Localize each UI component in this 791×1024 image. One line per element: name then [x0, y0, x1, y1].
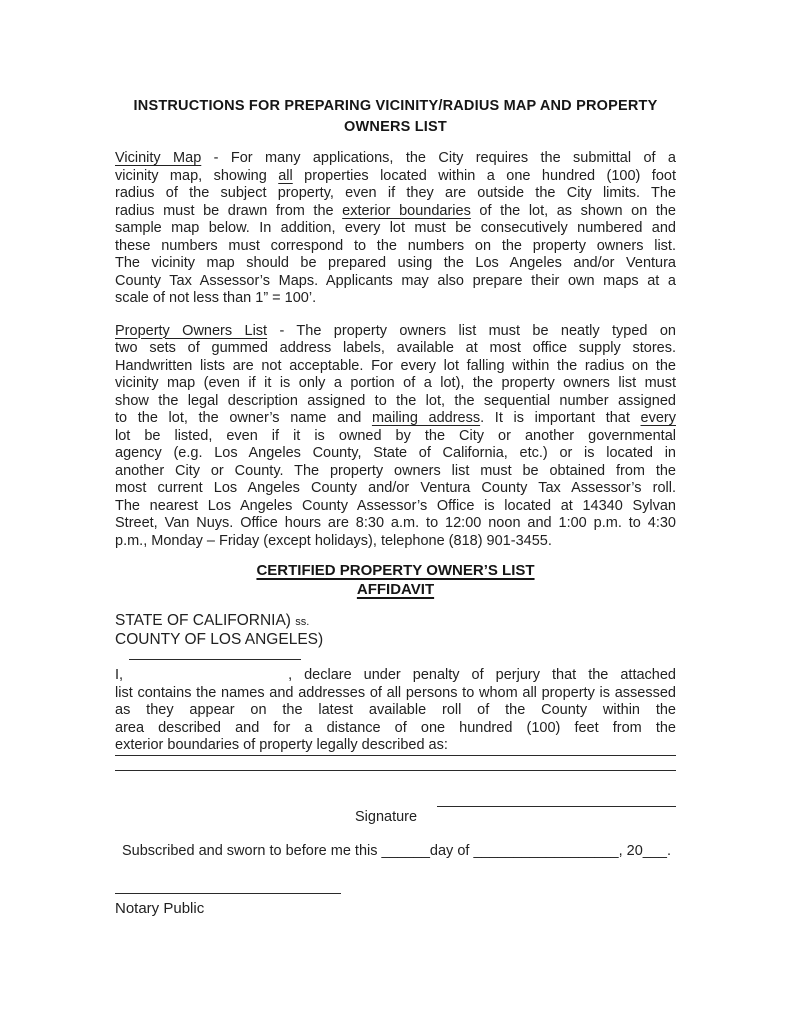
legal-description-line-2[interactable] — [115, 770, 676, 771]
text-line — [115, 498, 676, 516]
text-segment: Property Owners List — [115, 322, 268, 339]
text-segment: most current Los Angeles County and/or Ventura County Tax Assessor’s roll. — [115, 480, 676, 496]
notary-signature-line[interactable] — [115, 893, 341, 894]
text-segment: every — [640, 410, 676, 426]
text-segment: lot be listed, even if it is owned by the City or another governmental — [115, 427, 676, 444]
text-segment: all — [278, 167, 293, 184]
venue-block — [115, 612, 676, 649]
signature-line[interactable] — [437, 806, 676, 808]
text-line — [115, 358, 676, 376]
document-title-line1: INSTRUCTIONS FOR PREPARING VICINITY/RADIUS MAP AND PROPERTY — [133, 98, 658, 114]
text-line — [115, 255, 676, 273]
text-segment: , declare under penalty of perjury that the attached — [288, 667, 676, 683]
document-title-line2: OWNERS LIST — [344, 119, 447, 135]
text-line — [115, 323, 676, 341]
declarant-name-blank[interactable] — [123, 670, 288, 685]
text-segment: radius must be drawn from the — [115, 202, 343, 219]
text-segment: sample map below. In addition, every lot must be consecutively numbered and — [115, 220, 676, 236]
county-line — [115, 631, 676, 649]
text-line — [115, 428, 676, 446]
text-line — [115, 340, 676, 358]
affidavit-declaration-paragraph — [115, 667, 676, 756]
document-title — [115, 96, 676, 138]
text-segment: scale of not less than 1” = 100’. — [115, 290, 317, 306]
text-line — [115, 410, 676, 428]
text-segment: area described and for a distance of one hundred (100) feet from the — [115, 719, 676, 736]
text-line — [115, 238, 676, 256]
text-segment: The nearest Los Angeles County Assessor’s Office is located at 14340 Sylvan — [115, 497, 676, 514]
affidavit-heading — [115, 561, 676, 599]
text-segment: ss. — [295, 616, 310, 628]
subscribed-sworn-line — [122, 843, 676, 861]
text-segment: of the lot, as shown on the — [470, 202, 676, 219]
text-segment: vicinity map (even if it is only a portion of a lot), the property owners list must — [115, 375, 676, 391]
text-line — [115, 273, 676, 291]
text-line — [115, 290, 676, 308]
text-line — [115, 667, 676, 685]
text-line — [115, 720, 676, 738]
text-segment: I, — [115, 667, 124, 683]
text-line — [115, 515, 676, 533]
state-line — [115, 612, 676, 631]
text-line — [115, 533, 676, 551]
text-segment: show the legal description assigned to the lot, the sequential number assigned — [115, 392, 676, 409]
notary-public-label: Notary Public — [115, 899, 205, 917]
text-segment: Handwritten lists are not acceptable. For every lot falling within the radius on the — [115, 357, 676, 374]
text-segment: as they appear on the latest available roll of the County within the — [115, 702, 676, 718]
text-line — [115, 480, 676, 498]
text-segment: radius of the subject property, even if they are outside the City limits. The — [115, 185, 676, 201]
text-line — [115, 685, 676, 703]
text-segment: vicinity map, showing — [115, 167, 279, 184]
text-segment: . It is important that — [480, 410, 641, 426]
text-line — [115, 445, 676, 463]
text-line — [115, 463, 676, 481]
affidavit-heading-line1: CERTIFIED PROPERTY OWNER’S LIST — [256, 562, 535, 579]
text-segment: County Tax Assessor’s Maps. Applicants may also prepare their own maps at a — [115, 272, 676, 289]
text-segment: exterior boundaries — [342, 202, 471, 219]
text-line — [115, 150, 676, 168]
text-line — [115, 203, 676, 221]
signature-row — [115, 803, 676, 827]
text-segment: properties located within a one hundred (100) foot — [292, 167, 676, 184]
text-segment: Vicinity Map — [115, 150, 202, 166]
text-segment: list contains the names and addresses of all persons to whom all property is assessed — [115, 684, 676, 701]
text-segment: agency (e.g. Los Angeles County, State of California, etc.) or is located in — [115, 445, 676, 461]
text-segment: mailing address — [371, 410, 481, 426]
text-segment: - The property owners list must be neatly typed on — [267, 322, 676, 339]
text-segment: p.m., Monday – Friday (except holidays), telephone (818) 901-3455. — [115, 532, 552, 549]
text-line — [115, 702, 676, 720]
text-line — [115, 220, 676, 238]
affidavit-heading-line2: AFFIDAVIT — [356, 581, 435, 598]
text-segment: STATE OF CALIFORNIA) — [115, 612, 296, 629]
notarization-line — [115, 843, 676, 861]
day-blank[interactable]: ______ — [381, 843, 430, 859]
declarant-name-line[interactable] — [129, 649, 301, 660]
text-segment: Subscribed and sworn to before me this — [122, 843, 382, 859]
text-segment: , 20 — [618, 843, 643, 859]
text-segment: COUNTY OF LOS ANGELES) — [115, 631, 324, 648]
text-segment: these numbers must correspond to the numbers on the property owners list. — [115, 237, 676, 254]
text-line — [115, 168, 676, 186]
year-blank[interactable]: ___ — [642, 843, 667, 859]
text-segment: Street, Van Nuys. Office hours are 8:30 a.m. to 12:00 noon and 1:00 p.m. to 4:30 — [115, 515, 676, 531]
legal-description-line-1[interactable] — [115, 737, 676, 756]
text-segment: day of — [429, 843, 474, 859]
month-blank[interactable]: __________________ — [473, 843, 619, 859]
signature-label: Signature — [355, 808, 418, 825]
text-segment: - For many applications, the City requires the submittal of a — [201, 150, 676, 166]
vicinity-map-paragraph — [115, 150, 676, 308]
text-line — [115, 185, 676, 203]
text-segment: two sets of gummed address labels, available at most office supply stores. — [115, 340, 676, 356]
text-segment: to the lot, the owner’s name and — [115, 410, 372, 426]
text-segment: exterior boundaries of property legally described as: — [115, 737, 448, 753]
text-segment: The vicinity map should be prepared using the Los Angeles and/or Ventura — [115, 255, 676, 271]
text-segment: another City or County. The property owners list must be obtained from the — [115, 462, 676, 479]
property-owners-list-paragraph — [115, 323, 676, 551]
text-line — [115, 393, 676, 411]
text-segment: . — [667, 843, 672, 859]
text-line — [115, 375, 676, 393]
